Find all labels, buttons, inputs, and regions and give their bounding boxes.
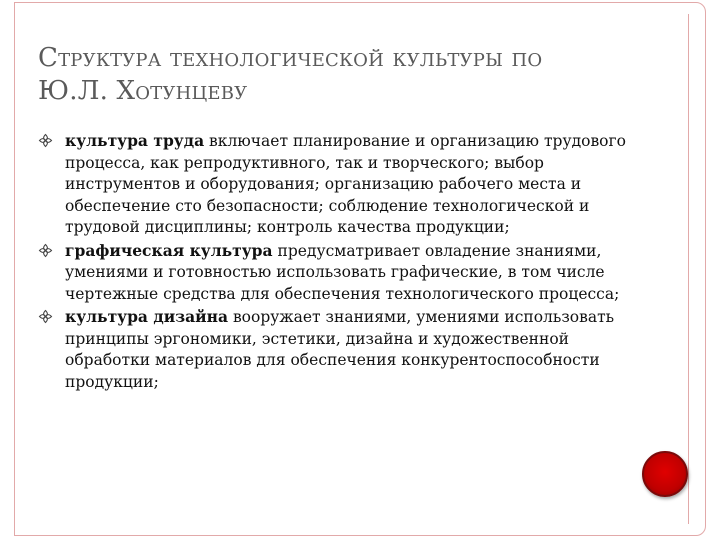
red-circle-decoration (642, 451, 688, 497)
bullet-term: графическая культура (65, 240, 273, 260)
ornament-bullet-icon (38, 309, 53, 324)
bullet-item-labor-culture (38, 130, 643, 239)
bullet-list (38, 130, 643, 394)
bullet-term: культура дизайна (65, 307, 229, 326)
ornament-bullet-icon (38, 243, 53, 258)
bullet-term: культура труда (65, 131, 205, 150)
slide-title (38, 42, 678, 108)
slide-title-line-1: Структура технологической культуры по (38, 43, 543, 73)
bullet-item-design-culture (38, 306, 643, 393)
bullet-item-graphic-culture (38, 240, 643, 306)
bullet-text: предусматривает овладение знаниями, умениями и готовностью использовать графические, в том числе чертежные средства для обеспечения технологического процесса; (65, 241, 620, 303)
slide-title-line-2: Ю.Л. Хотунцеву (38, 76, 248, 106)
frame-divider-line (688, 14, 689, 524)
bullet-text: включает планирование и организацию трудового процесса, как репродуктивного, так и творческого; выбор инструментов и оборудования; организацию рабочего места и обеспечение сто безопасности; соблюдение технологической и трудовой дисциплины; контроль качества продукции; (65, 132, 626, 236)
ornament-bullet-icon (38, 133, 53, 148)
bullet-text: вооружает знаниями, умениями использовать принципы эргономики, эстетики, дизайна и художественной обработки материалов для обеспечения конкурентоспособности продукции; (65, 308, 615, 391)
